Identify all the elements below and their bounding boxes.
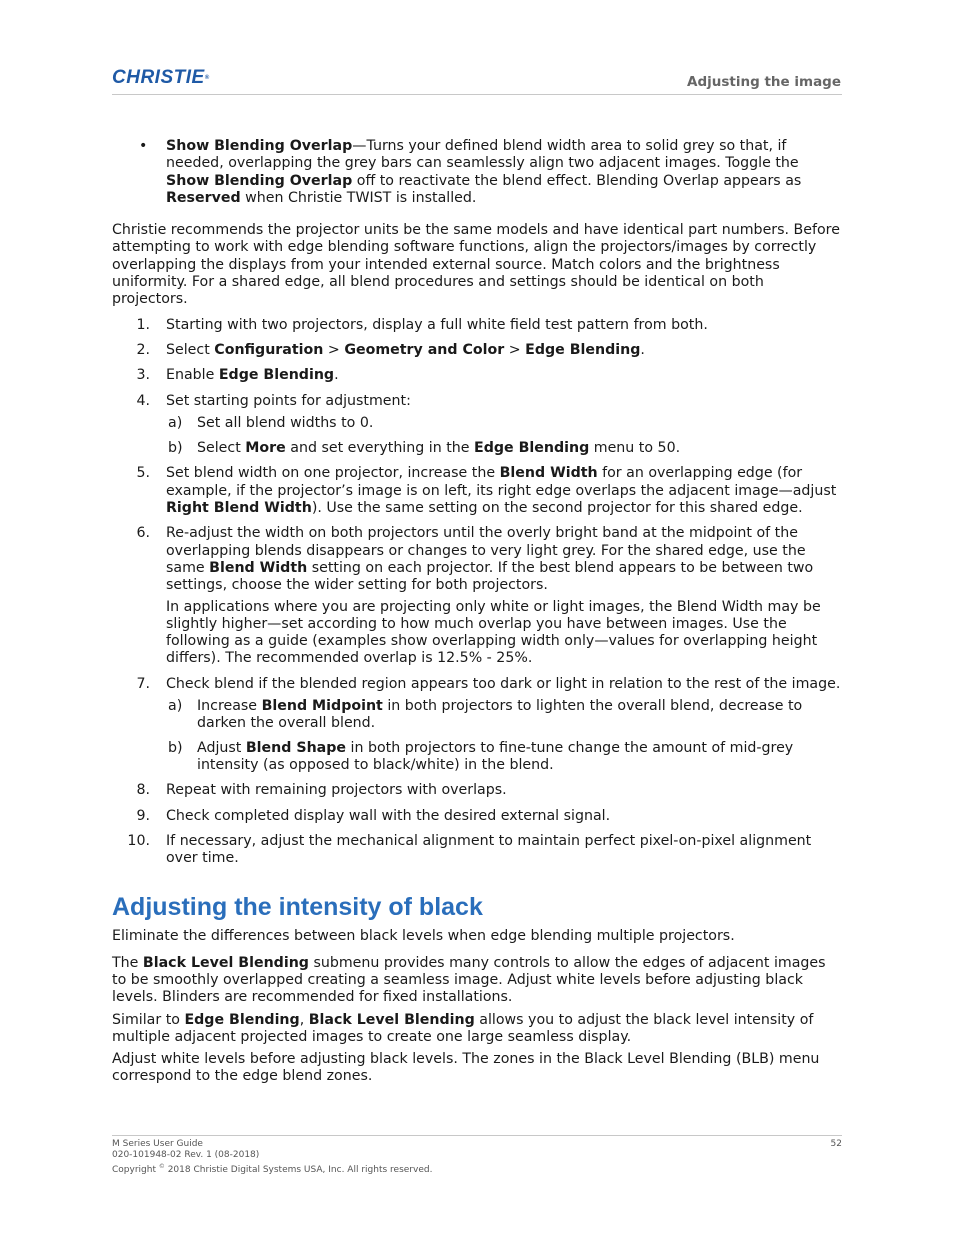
- christie-logo: [112, 68, 210, 88]
- footer-guide-title: M Series User Guide: [112, 1139, 203, 1149]
- section-paragraph-3: Similar to Edge Blending, Black Level Blending allows you to adjust the black level intensity of multiple adjacent projected images to create one large seamless display.: [112, 1011, 814, 1045]
- step-4b: b) Select More and set everything in the Edge Blending menu to 50.: [168, 440, 681, 457]
- step-5: 5. Set blend width on one projector, increase the Blend Width for an overlapping edge (for example, if the projector’s image is on left, its right edge overlaps the adjacent image—adjust Right Blend Width). Use the same setting on the second projector for this shared edge.: [136, 465, 837, 517]
- section-paragraph-2: The Black Level Blending submenu provides many controls to allow the edges of adjacent images to be smoothly overlapped creating a seamless image. Adjust white levels before adjusting black levels. Blinders are recommended for fixed installations.: [112, 954, 826, 1006]
- running-header-title: Adjusting the image: [687, 74, 841, 90]
- page-number: 52: [830, 1139, 842, 1149]
- step-3: 3. Enable Edge Blending.: [136, 367, 339, 384]
- logo-text: CHRISTIE: [112, 67, 205, 88]
- footer-document-number: 020-101948-02 Rev. 1 (08-2018): [112, 1150, 260, 1160]
- step-9: 9. Check completed display wall with the desired external signal.: [136, 807, 611, 824]
- section-paragraph-4: Adjust white levels before adjusting black levels. The zones in the Black Level Blending (BLB) menu correspond to the edge blend zones.: [112, 1051, 820, 1085]
- bullet-show-blending-overlap: • Show Blending Overlap—Turns your defined blend width area to solid grey so that, if needed, overlapping the grey bars can seamlessly align two adjacent images. Toggle the Show Blending Overlap off to reactivate the blend effect. Blending Overlap appears as Reserved when Christie TWIST is installed.: [139, 138, 802, 206]
- step-4: 4. Set starting points for adjustment:: [136, 392, 411, 409]
- logo-registered-mark: ®: [204, 75, 210, 81]
- step-7b: b) Adjust Blend Shape in both projectors to fine-tune change the amount of mid-grey intensity (as opposed to black/white) in the blend.: [168, 739, 794, 773]
- section-heading: Adjusting the intensity of black: [112, 893, 483, 922]
- step-8: 8. Repeat with remaining projectors with overlaps.: [136, 782, 507, 799]
- step-7a: a) Increase Blend Midpoint in both projectors to lighten the overall blend, decrease to darken the overall blend.: [168, 698, 803, 732]
- step-7: 7. Check blend if the blended region appears too dark or light in relation to the rest of the image.: [136, 675, 841, 692]
- page-content: [112, 138, 844, 1086]
- intro-paragraph: Christie recommends the projector units be the same models and have identical part numbers. Before attempting to work with edge blending software functions, align the projectors/images by correctly overlapping the displays from your intended external source. Match colors and the brightness uniformity. For a shared edge, all blend procedures and settings should be identical on both projectors.: [112, 222, 840, 308]
- footer-divider: [112, 1135, 842, 1136]
- step-10: 10. If necessary, adjust the mechanical alignment to maintain perfect pixel-on-pixel alignment over time.: [127, 832, 812, 867]
- step-4a: a) Set all blend widths to 0.: [168, 414, 374, 431]
- step-6-continuation: In applications where you are projecting only white or light images, the Blend Width may be slightly higher—set according to how much overlap you have between images. Use the following as a guide (examples show overlapping width only—values for overlapping height differs). The recommended overlap is 12.5% - 25%.: [166, 598, 821, 667]
- page-footer: [112, 1139, 842, 1176]
- step-6: 6. Re-adjust the width on both projectors until the overly bright band at the midpoint of the overlapping blends disappears or changes to very light grey. For the shared edge, use the same Blend Width setting on each projector. If the best blend appears to be between two settings, choose the wider setting for both projectors.: [136, 525, 814, 594]
- step-1: 1. Starting with two projectors, display a full white field test pattern from both.: [136, 316, 708, 333]
- section-paragraph-1: Eliminate the differences between black levels when edge blending multiple projectors.: [112, 928, 735, 945]
- bullet-symbol: •: [139, 138, 148, 154]
- header-divider: [112, 94, 842, 95]
- footer-copyright: Copyright © 2018 Christie Digital Systems USA, Inc. All rights reserved.: [112, 1163, 433, 1175]
- step-2: 2. Select Configuration > Geometry and Color > Edge Blending.: [136, 341, 645, 358]
